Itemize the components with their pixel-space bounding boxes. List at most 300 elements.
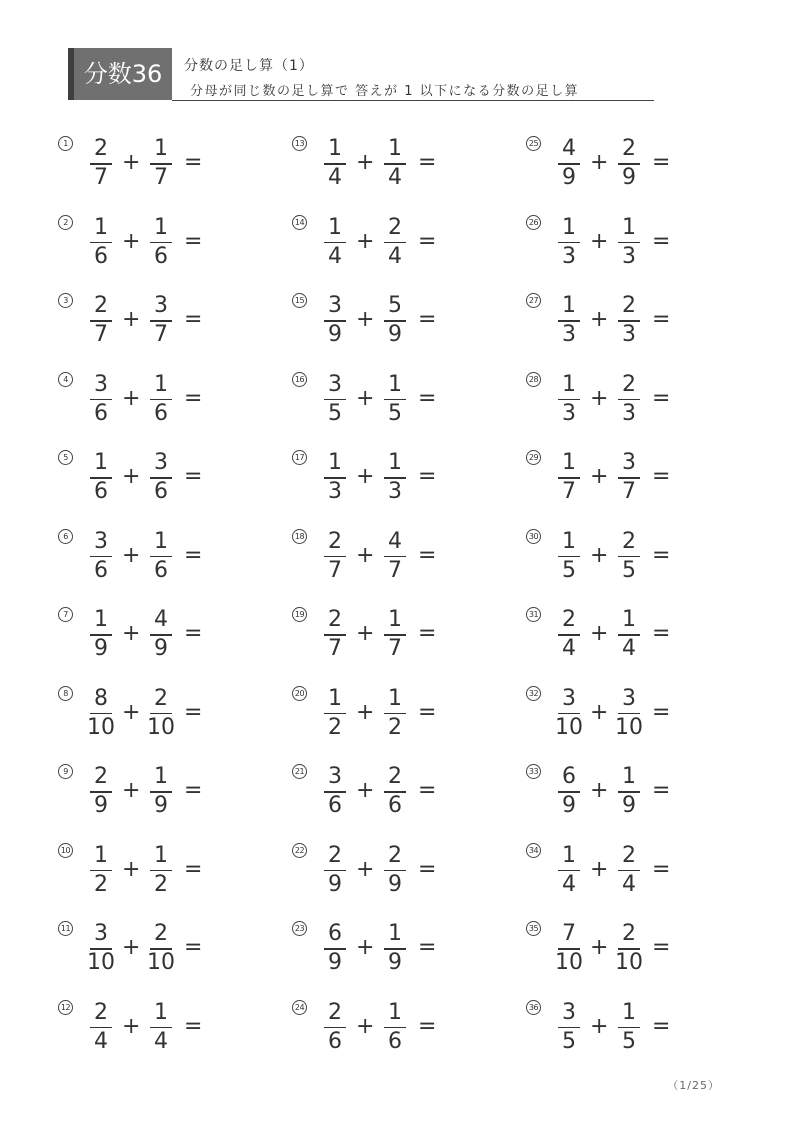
problem-item (292, 372, 522, 432)
numerator: 1 (388, 450, 402, 475)
denominator: 3 (328, 479, 342, 504)
equals-sign: = (418, 1013, 437, 1039)
denominator: 6 (154, 400, 168, 426)
equals-sign: = (652, 778, 671, 803)
problem-item (58, 450, 288, 510)
numerator: 1 (328, 214, 342, 240)
plus-sign: + (356, 150, 375, 175)
fraction-left (83, 1000, 119, 1056)
plus-sign: + (356, 778, 375, 803)
equals-sign: = (184, 778, 203, 803)
problem-item (292, 1000, 522, 1060)
numerator: 4 (154, 607, 168, 632)
denominator: 3 (562, 243, 576, 269)
numerator: 2 (562, 607, 576, 632)
problem-number: 14 (292, 215, 307, 230)
denominator: 5 (622, 557, 636, 583)
equals-sign: = (652, 542, 671, 568)
numerator: 1 (94, 214, 108, 240)
numerator: 3 (562, 999, 576, 1025)
plus-sign: + (122, 228, 141, 254)
denominator: 4 (562, 636, 576, 661)
problem-number: 15 (292, 293, 307, 308)
denominator: 4 (388, 165, 402, 190)
problem-number: 8 (58, 686, 73, 701)
problem-number: 7 (58, 607, 73, 622)
fraction-right (143, 686, 179, 742)
denominator: 5 (562, 1028, 576, 1054)
numerator: 2 (388, 764, 402, 789)
numerator: 1 (94, 450, 108, 475)
plus-sign: + (356, 228, 375, 254)
denominator: 2 (154, 871, 168, 897)
plus-sign: + (356, 1013, 375, 1039)
numerator: 1 (388, 607, 402, 632)
fraction-right (143, 529, 179, 585)
denominator: 6 (328, 793, 342, 818)
fraction-right (143, 921, 179, 977)
problem-number: 5 (58, 450, 73, 465)
fraction-left (317, 843, 353, 899)
fraction-left (83, 293, 119, 349)
numerator: 2 (328, 999, 342, 1025)
fraction-right (143, 136, 179, 192)
denominator: 7 (562, 479, 576, 504)
numerator: 3 (94, 528, 108, 554)
numerator: 1 (562, 450, 576, 475)
denominator: 4 (154, 1028, 168, 1054)
problem-number: 12 (58, 1000, 73, 1015)
equals-sign: = (418, 935, 437, 960)
numerator: 1 (94, 607, 108, 632)
denominator: 9 (562, 165, 576, 190)
fraction-right (143, 372, 179, 428)
numerator: 3 (562, 685, 576, 711)
denominator: 6 (94, 557, 108, 583)
plus-sign: + (590, 621, 609, 646)
equals-sign: = (184, 856, 203, 882)
problem-item (526, 843, 756, 903)
fraction-left (83, 764, 119, 820)
numerator: 1 (154, 842, 168, 868)
equals-sign: = (652, 699, 671, 725)
equals-sign: = (652, 935, 671, 960)
problem-item (58, 372, 288, 432)
problem-number: 21 (292, 764, 307, 779)
equals-sign: = (418, 464, 437, 489)
plus-sign: + (122, 307, 141, 332)
plus-sign: + (590, 307, 609, 332)
denominator: 3 (562, 322, 576, 347)
equals-sign: = (418, 778, 437, 803)
denominator: 5 (562, 557, 576, 583)
problem-number: 27 (526, 293, 541, 308)
equals-sign: = (418, 385, 437, 411)
fraction-right (377, 686, 413, 742)
problem-number: 19 (292, 607, 307, 622)
problem-item (58, 686, 288, 746)
problem-item (526, 136, 756, 196)
denominator: 7 (154, 165, 168, 190)
fraction-left (551, 764, 587, 820)
problem-item (58, 293, 288, 353)
fraction-left (317, 607, 353, 663)
plus-sign: + (590, 856, 609, 882)
equals-sign: = (418, 228, 437, 254)
denominator: 6 (94, 400, 108, 426)
fraction-right (143, 764, 179, 820)
worksheet-badge: 分数36 (68, 48, 172, 100)
fraction-right (611, 921, 647, 977)
denominator: 7 (622, 479, 636, 504)
fraction-left (317, 215, 353, 271)
problem-number: 9 (58, 764, 73, 779)
numerator: 2 (328, 842, 342, 868)
problem-number: 1 (58, 136, 73, 151)
denominator: 9 (562, 793, 576, 818)
problem-number: 18 (292, 529, 307, 544)
problem-item (58, 607, 288, 667)
numerator: 2 (622, 528, 636, 554)
problem-item (58, 215, 288, 275)
problem-number: 30 (526, 529, 541, 544)
problem-number: 25 (526, 136, 541, 151)
numerator: 1 (154, 764, 168, 789)
problem-item (58, 921, 288, 981)
equals-sign: = (184, 542, 203, 568)
fraction-right (611, 607, 647, 663)
fraction-left (83, 607, 119, 663)
plus-sign: + (356, 856, 375, 882)
numerator: 1 (622, 214, 636, 240)
fraction-right (143, 607, 179, 663)
fraction-right (377, 372, 413, 428)
denominator: 6 (388, 1028, 402, 1054)
fraction-right (377, 136, 413, 192)
numerator: 4 (388, 528, 402, 554)
problem-item (526, 686, 756, 746)
numerator: 5 (388, 293, 402, 318)
numerator: 1 (94, 842, 108, 868)
denominator: 6 (388, 793, 402, 818)
problem-number: 26 (526, 215, 541, 230)
numerator: 2 (94, 293, 108, 318)
fraction-right (611, 686, 647, 742)
denominator: 2 (328, 714, 342, 740)
numerator: 1 (562, 293, 576, 318)
denominator: 5 (388, 400, 402, 426)
fraction-left (551, 293, 587, 349)
problem-number: 11 (58, 921, 73, 936)
denominator: 10 (555, 714, 583, 740)
numerator: 3 (94, 921, 108, 946)
fraction-left (317, 372, 353, 428)
denominator: 9 (328, 322, 342, 347)
denominator: 10 (615, 950, 643, 975)
denominator: 7 (94, 322, 108, 347)
fraction-right (377, 215, 413, 271)
plus-sign: + (590, 542, 609, 568)
denominator: 9 (388, 950, 402, 975)
equals-sign: = (652, 228, 671, 254)
fraction-right (611, 529, 647, 585)
numerator: 1 (388, 371, 402, 397)
numerator: 1 (388, 136, 402, 161)
numerator: 2 (328, 528, 342, 554)
fraction-left (551, 215, 587, 271)
problem-number: 17 (292, 450, 307, 465)
numerator: 2 (94, 764, 108, 789)
problem-item (526, 607, 756, 667)
equals-sign: = (184, 385, 203, 411)
equals-sign: = (184, 621, 203, 646)
denominator: 3 (562, 400, 576, 426)
numerator: 1 (388, 999, 402, 1025)
numerator: 2 (388, 842, 402, 868)
equals-sign: = (184, 150, 203, 175)
equals-sign: = (184, 935, 203, 960)
denominator: 6 (94, 479, 108, 504)
numerator: 3 (622, 685, 636, 711)
fraction-left (317, 450, 353, 506)
plus-sign: + (356, 385, 375, 411)
plus-sign: + (590, 1013, 609, 1039)
denominator: 2 (388, 714, 402, 740)
denominator: 6 (328, 1028, 342, 1054)
equals-sign: = (184, 464, 203, 489)
equals-sign: = (652, 621, 671, 646)
numerator: 3 (328, 371, 342, 397)
numerator: 1 (562, 528, 576, 554)
worksheet-title: 分数の足し算（1） (184, 58, 314, 74)
plus-sign: + (356, 935, 375, 960)
problem-item (292, 686, 522, 746)
fraction-left (551, 450, 587, 506)
equals-sign: = (184, 307, 203, 332)
equals-sign: = (652, 464, 671, 489)
fraction-left (551, 607, 587, 663)
fraction-right (143, 215, 179, 271)
problem-item (292, 607, 522, 667)
problem-item (526, 1000, 756, 1060)
plus-sign: + (122, 621, 141, 646)
numerator: 1 (328, 450, 342, 475)
equals-sign: = (418, 542, 437, 568)
plus-sign: + (590, 464, 609, 489)
fraction-left (317, 293, 353, 349)
fraction-left (317, 529, 353, 585)
fraction-right (611, 764, 647, 820)
equals-sign: = (652, 856, 671, 882)
plus-sign: + (356, 699, 375, 725)
numerator: 1 (154, 371, 168, 397)
fraction-left (83, 843, 119, 899)
problem-number: 13 (292, 136, 307, 151)
fraction-left (83, 686, 119, 742)
numerator: 2 (328, 607, 342, 632)
problem-item (526, 764, 756, 824)
plus-sign: + (356, 307, 375, 332)
numerator: 3 (622, 450, 636, 475)
numerator: 1 (388, 921, 402, 946)
problem-item (292, 293, 522, 353)
plus-sign: + (590, 935, 609, 960)
numerator: 6 (562, 764, 576, 789)
numerator: 1 (622, 999, 636, 1025)
numerator: 8 (94, 685, 108, 711)
denominator: 4 (328, 243, 342, 269)
fraction-left (317, 136, 353, 192)
numerator: 1 (154, 999, 168, 1025)
fraction-right (611, 843, 647, 899)
numerator: 1 (154, 528, 168, 554)
denominator: 9 (328, 871, 342, 897)
denominator: 4 (94, 1028, 108, 1054)
problem-number: 4 (58, 372, 73, 387)
denominator: 6 (154, 243, 168, 269)
plus-sign: + (122, 778, 141, 803)
problem-item (526, 293, 756, 353)
problem-item (292, 843, 522, 903)
denominator: 4 (388, 243, 402, 269)
denominator: 9 (154, 793, 168, 818)
fraction-left (551, 1000, 587, 1056)
problem-number: 20 (292, 686, 307, 701)
equals-sign: = (418, 699, 437, 725)
plus-sign: + (122, 856, 141, 882)
fraction-left (551, 529, 587, 585)
denominator: 4 (562, 871, 576, 897)
fraction-right (143, 1000, 179, 1056)
numerator: 3 (154, 293, 168, 318)
fraction-right (143, 450, 179, 506)
fraction-right (377, 843, 413, 899)
numerator: 2 (94, 136, 108, 161)
fraction-left (317, 764, 353, 820)
plus-sign: + (122, 385, 141, 411)
numerator: 2 (388, 214, 402, 240)
plus-sign: + (122, 699, 141, 725)
plus-sign: + (122, 935, 141, 960)
plus-sign: + (356, 464, 375, 489)
numerator: 2 (622, 136, 636, 161)
fraction-right (611, 1000, 647, 1056)
denominator: 3 (622, 243, 636, 269)
page-number: （1/25） (667, 1079, 720, 1092)
fraction-left (551, 843, 587, 899)
problem-number: 24 (292, 1000, 307, 1015)
plus-sign: + (590, 699, 609, 725)
numerator: 3 (328, 293, 342, 318)
equals-sign: = (652, 385, 671, 411)
denominator: 10 (555, 950, 583, 975)
equals-sign: = (418, 856, 437, 882)
problem-item (292, 529, 522, 589)
plus-sign: + (122, 542, 141, 568)
denominator: 9 (328, 950, 342, 975)
problem-item (58, 529, 288, 589)
fraction-right (611, 136, 647, 192)
denominator: 5 (328, 400, 342, 426)
denominator: 9 (622, 793, 636, 818)
equals-sign: = (184, 699, 203, 725)
problem-number: 29 (526, 450, 541, 465)
denominator: 9 (388, 871, 402, 897)
denominator: 10 (87, 714, 115, 740)
plus-sign: + (590, 778, 609, 803)
fraction-right (611, 293, 647, 349)
numerator: 6 (328, 921, 342, 946)
plus-sign: + (590, 150, 609, 175)
equals-sign: = (418, 307, 437, 332)
fraction-left (551, 372, 587, 428)
equals-sign: = (652, 150, 671, 175)
denominator: 9 (154, 636, 168, 661)
fraction-right (377, 293, 413, 349)
fraction-left (317, 1000, 353, 1056)
numerator: 2 (622, 842, 636, 868)
fraction-left (551, 136, 587, 192)
fraction-left (317, 921, 353, 977)
plus-sign: + (590, 228, 609, 254)
problem-item (58, 843, 288, 903)
numerator: 1 (388, 685, 402, 711)
fraction-left (83, 136, 119, 192)
denominator: 3 (388, 479, 402, 504)
problem-number: 36 (526, 1000, 541, 1015)
problem-item (292, 450, 522, 510)
numerator: 3 (154, 450, 168, 475)
equals-sign: = (652, 307, 671, 332)
problem-item (58, 1000, 288, 1060)
numerator: 3 (94, 371, 108, 397)
fraction-right (143, 293, 179, 349)
denominator: 3 (622, 322, 636, 347)
numerator: 2 (154, 685, 168, 711)
problem-number: 34 (526, 843, 541, 858)
denominator: 4 (622, 636, 636, 661)
numerator: 1 (562, 214, 576, 240)
fraction-right (377, 450, 413, 506)
plus-sign: + (122, 464, 141, 489)
fraction-right (611, 215, 647, 271)
equals-sign: = (418, 621, 437, 646)
fraction-right (611, 372, 647, 428)
problem-number: 6 (58, 529, 73, 544)
fraction-left (83, 372, 119, 428)
numerator: 3 (328, 764, 342, 789)
denominator: 7 (328, 636, 342, 661)
denominator: 6 (154, 479, 168, 504)
equals-sign: = (652, 1013, 671, 1039)
equals-sign: = (184, 228, 203, 254)
plus-sign: + (122, 1013, 141, 1039)
plus-sign: + (356, 621, 375, 646)
plus-sign: + (356, 542, 375, 568)
denominator: 6 (94, 243, 108, 269)
numerator: 1 (328, 136, 342, 161)
denominator: 10 (87, 950, 115, 975)
numerator: 2 (622, 921, 636, 946)
problem-number: 31 (526, 607, 541, 622)
fraction-right (377, 921, 413, 977)
worksheet-subtitle: 分母が同じ数の足し算で 答えが 1 以下になる分数の足し算 (190, 84, 580, 99)
denominator: 2 (94, 871, 108, 897)
problem-item (526, 921, 756, 981)
numerator: 2 (94, 999, 108, 1025)
problem-number: 33 (526, 764, 541, 779)
numerator: 1 (562, 371, 576, 397)
